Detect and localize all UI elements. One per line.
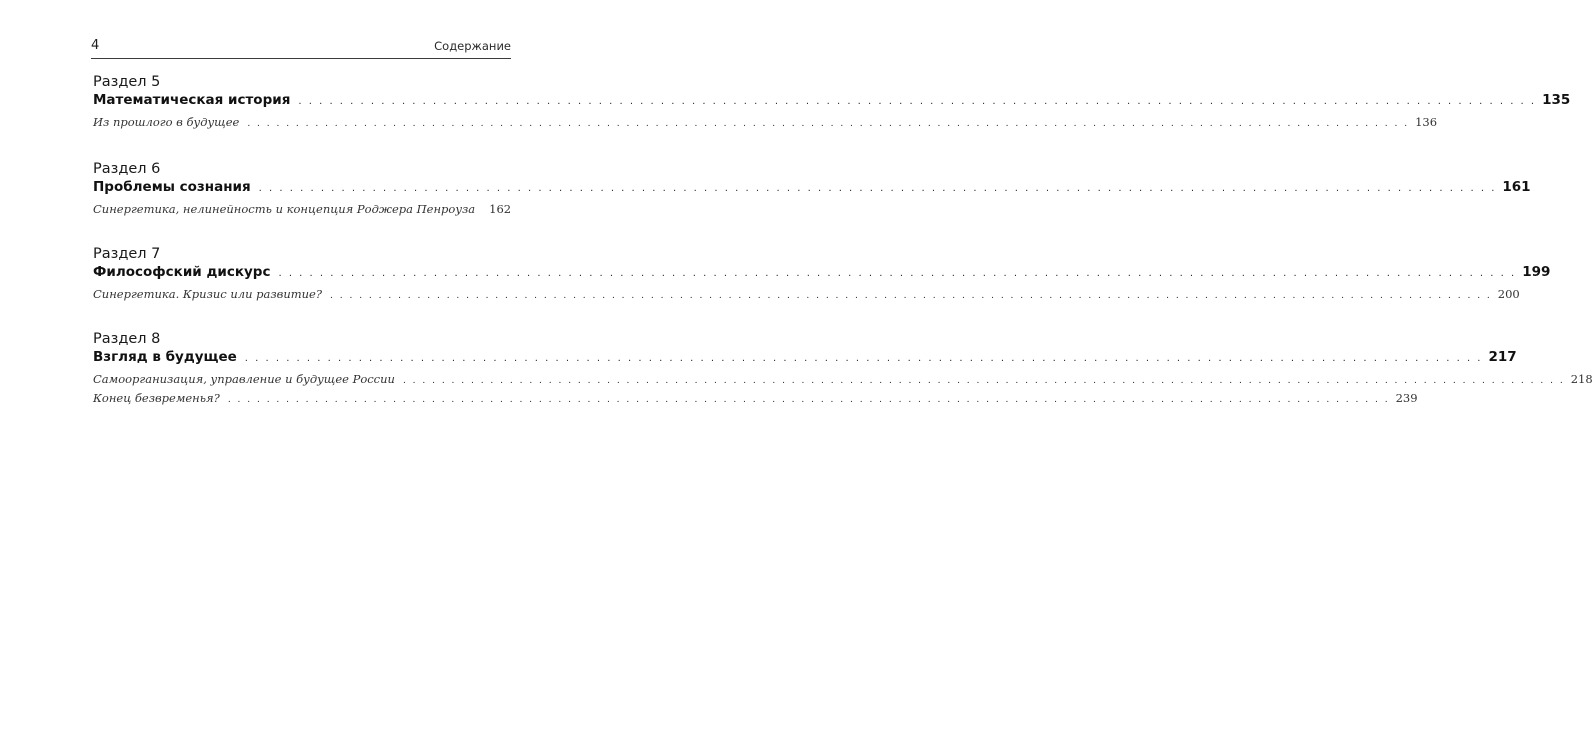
entry-title: Самоорганизация, управление и будущее России: [93, 372, 395, 386]
dot-leader: . . . . . . . . . . . . . . . . . . . . . . . . . . . . . . . . . . . . . . . . . . . . . . . . . . . . . . . . . . . . . . . . . . . . . . . . . . . . . . . . . . . . . . . . . . . . . . . . . . . . . . . . . . . . . . . . . . . . . . . .: [227, 395, 1390, 405]
section-label: Раздел 8: [93, 331, 161, 347]
toc-entry[interactable]: [93, 285, 1520, 304]
entry-title: Из прошлого в будущее: [93, 115, 240, 129]
section-page: 199: [1522, 264, 1551, 280]
entry-page: 200: [1497, 287, 1520, 301]
dot-leader: . . . . . . . . . . . . . . . . . . . . . . . . . . . . . . . . . . . . . . . . . . . . . . . . . . . . . . . . . . . . . . . . . . . . . . . . . . . . . . . . . . . . . . . . . . . . . . . . . . . . . . . . . . . . . . . . . . . . . . . .: [278, 268, 1517, 279]
toc-section-7: [93, 245, 1551, 304]
entry-title: Синергетика, нелинейность и концепция Роджера Пенроуза: [93, 202, 476, 216]
toc-entry[interactable]: [93, 370, 1593, 389]
entry-page: 218: [1570, 372, 1593, 386]
dot-leader: . . . . . . . . . . . . . . . . . . . . . . . . . . . . . . . . . . . . . . . . . . . . . . . . . . . . . . . . . . . . . . . . . . . . . . . . . . . . . . . . . . . . . . . . . . . . . . . . . . . . . . . . . . . . . . . . . . . . . . . .: [244, 353, 1483, 364]
section-title: Взгляд в будущее: [93, 349, 237, 365]
toc-entry[interactable]: [93, 389, 1418, 408]
section-page: 135: [1542, 92, 1571, 108]
section-title-line[interactable]: [93, 178, 1531, 196]
section-title: Проблемы сознания: [93, 179, 251, 195]
section-label: Раздел 7: [93, 246, 161, 262]
running-head: Содержание: [434, 39, 511, 53]
entry-page: 162: [489, 202, 512, 216]
entry-page: 239: [1395, 391, 1418, 405]
page-number: 4: [91, 38, 100, 53]
dot-leader: . . . . . . . . . . . . . . . . . . . . . . . . . . . . . . . . . . . . . . . . . . . . . . . . . . . . . . . . . . . . . . . . . . . . . . . . . . . . . . . . . . . . . . . . . . . . . . . . . . . . . . . . . . . . . . . . . . . . . . . .: [330, 291, 1492, 301]
section-title-line[interactable]: [93, 91, 1571, 109]
dot-leader: . . . . . . . . . . . . . . . . . . . . . . . . . . . . . . . . . . . . . . . . . . . . . . . . . . . . . . . . . . . . . . . . . . . . . . . . . . . . . . . . . . . . . . . . . . . . . . . . . . . . . . . . . . . . . . . . . . . . . . . .: [402, 376, 1565, 386]
section-title: Математическая история: [93, 92, 291, 108]
section-label: Раздел 6: [93, 161, 161, 177]
entry-title: Синергетика. Кризис или развитие?: [93, 287, 323, 301]
entry-page: 136: [1415, 115, 1438, 129]
toc-entry[interactable]: [93, 113, 1438, 132]
dot-leader: . . . . . . . . . . . . . . . . . . . . . . . . . . . . . . . . . . . . . . . . . . . . . . . . . . . . . . . . . . . . . . . . . . . . . . . . . . . . . . . . . . . . . . . . . . . . . . . . . . . . . . . . . . . . . . . . . . . . . . . .: [247, 119, 1410, 129]
toc-section-8: [93, 330, 1593, 408]
toc-entry[interactable]: [93, 200, 511, 219]
toc-section-5: [93, 73, 1571, 132]
section-title-line[interactable]: [93, 263, 1551, 281]
section-title: Философский дискурс: [93, 264, 271, 280]
entry-title: Конец безвременья?: [93, 391, 220, 405]
section-page: 217: [1488, 349, 1517, 365]
section-page: 161: [1502, 179, 1531, 195]
toc-section-6: [93, 160, 1531, 219]
dot-leader: . . . . . . . . . . . . . . . . . . . . . . . . . . . . . . . . . . . . . . . . . . . . . . . . . . . . . . . . . . . . . . . . . . . . . . . . . . . . . . . . . . . . . . . . . . . . . . . . . . . . . . . . . . . . . . . . . . . . . . . .: [298, 96, 1537, 107]
section-title-line[interactable]: [93, 348, 1517, 366]
dot-leader: . . . . . . . . . . . . . . . . . . . . . . . . . . . . . . . . . . . . . . . . . . . . . . . . . . . . . . . . . . . . . . . . . . . . . . . . . . . . . . . . . . . . . . . . . . . . . . . . . . . . . . . . . . . . . . . . . . . . . . . .: [258, 183, 1497, 194]
page-header: [91, 38, 511, 59]
section-label: Раздел 5: [93, 74, 161, 90]
